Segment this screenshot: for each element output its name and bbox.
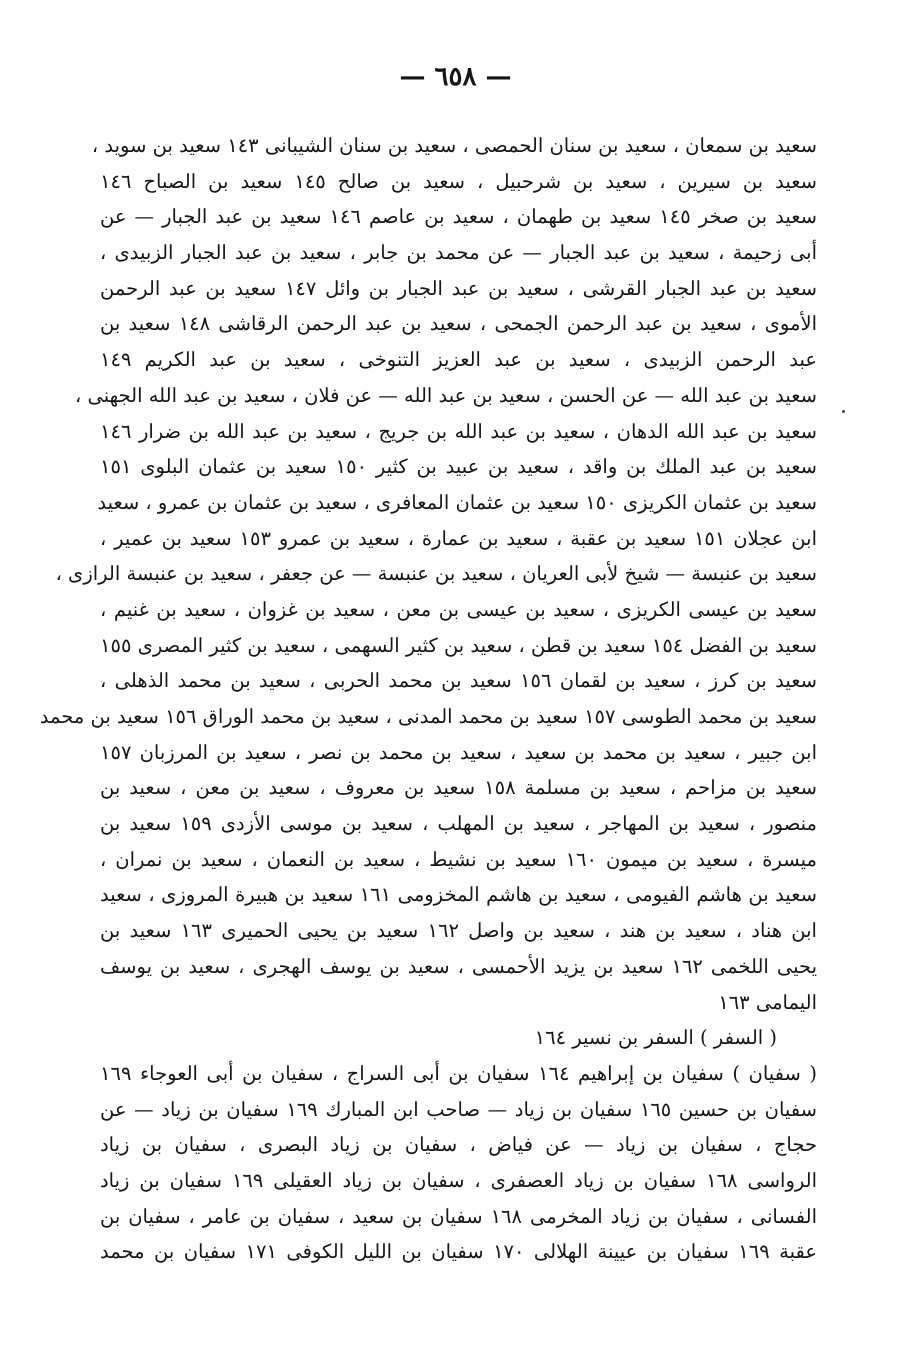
text-line: سعيد بن عثمان الكريزى ١٥٠ سعيد بن عثمان المعافرى ، سعيد بن عثمان بن عمرو ، سعيد — [97, 490, 817, 514]
page-number: — ٦٥٨ — — [399, 62, 512, 92]
text-line: سعيد بن صخر ١٤٥ سعيد بن طهمان ، سعيد بن عاصم ١٤٦ سعيد بن عبد الجبار — عن — [100, 205, 817, 229]
text-line: سعيد بن سيرين ، سعيد بن شرحبيل ، سعيد بن صالح ١٤٥ سعيد بن الصباح ١٤٦ — [100, 169, 817, 193]
text-line: عبد الرحمن الزبيدى ، سعيد بن عبد العزيز التنوخى ، سعيد بن عبد الكريم ١٤٩ — [100, 348, 817, 372]
text-line: ابن جبير ، سعيد بن محمد بن سعيد ، سعيد بن محمد بن نصر ، سعيد بن المرزبان ١٥٧ — [100, 740, 817, 764]
text-line: سعيد بن كرز ، سعيد بن لقمان ١٥٦ سعيد بن محمد الحربى ، سعيد بن محمد الذهلى ، — [100, 669, 817, 693]
text-line: يحيى اللخمى ١٦٢ سعيد بن يزيد الأحمسى ، سعيد بن يوسف الهجرى ، سعيد بن يوسف — [100, 954, 818, 978]
text-line: ابن هناد ، سعيد بن هند ، سعيد بن واصل ١٦٢ سعيد بن يحيى الحميرى ١٦٣ سعيد بن — [100, 919, 817, 943]
text-line: سعيد بن مزاحم ، سعيد بن مسلمة ١٥٨ سعيد بن معروف ، سعيد بن معن ، سعيد بن — [100, 776, 817, 800]
text-line: الرواسى ١٦٨ سفيان بن زياد العصفرى ، سفيان بن زياد العقيلى ١٦٩ سفيان بن زياد — [100, 1168, 818, 1192]
text-line: سعيد بن عبد الله الدهان ، سعيد بن عبد الله بن جريج ، سعيد بن عبد الله بن ضرار ١٤٦ — [100, 419, 817, 443]
text-line: سعيد بن عبد الجبار القرشى ، سعيد بن عبد الجبار بن وائل ١٤٧ سعيد بن عبد الرحمن — [100, 276, 817, 300]
section-heading-line: ( سفيان ) سفيان بن إبراهيم ١٦٤ سفيان بن أبى السراج ، سفيان بن أبى العوجاء ١٦٩ — [100, 1061, 817, 1085]
text-line: سعيد بن محمد الطوسى ١٥٧ سعيد بن محمد المدنى ، سعيد بن محمد الوراق ١٥٦ سعيد بن محمد — [39, 705, 817, 728]
text-line: ابن عجلان ١٥١ سعيد بن عقبة ، سعيد بن عمارة ، سعيد بن عمرو ١٥٣ سعيد بن عمير ، — [100, 526, 817, 550]
text-line: عقبة ١٦٩ سفيان بن عيينة الهلالى ١٧٠ سفيان بن الليل الكوفى ١٧١ سفيان بن محمد — [100, 1240, 817, 1264]
text-line: سعيد بن هاشم الفيومى ، سعيد بن هاشم المخزومى ١٦١ سعيد بن هبيرة المروزى ، سعيد — [100, 883, 817, 907]
text-line: الأموى ، سعيد بن عبد الرحمن الجمحى ، سعيد بن عبد الرحمن الرقاشى ١٤٨ سعيد بن — [100, 312, 817, 336]
index-text-block — [39, 128, 818, 1270]
text-line: ميسرة ، سعيد بن ميمون ١٦٠ سعيد بن نشيط ، سعيد بن النعمان ، سعيد بن نمران ، — [100, 847, 817, 871]
text-line: أبى زحيمة ، سعيد بن عبد الجبار — عن محمد بن جابر ، سعيد بن عبد الجبار الزبيدى ، — [100, 241, 817, 265]
text-line: سعيد بن سمعان ، سعيد بن سنان الحمصى ، سعيد بن سنان الشيبانى ١٤٣ سعيد بن سويد ، — [91, 134, 817, 157]
text-line: منصور ، سعيد بن المهاجر ، سعيد بن المهلب ، سعيد بن موسى الأزدى ١٥٩ سعيد بن — [100, 812, 817, 836]
margin-speck — [842, 410, 845, 413]
text-line: الفسانى ، سفيان بن زياد المخرمى ١٦٨ سفيان بن سعيد ، سفيان بن عامر ، سفيان بن — [100, 1204, 817, 1228]
text-line: حجاج ، سفيان بن زياد — عن فياض ، سفيان بن زياد البصرى ، سفيان بن زياد — [100, 1133, 817, 1157]
text-line: سفيان بن حسين ١٦٥ سفيان بن زياد — صاحب ابن المبارك ١٦٩ سفيان بن زياد — عن — [100, 1097, 818, 1121]
text-line: سعيد بن عبد الملك بن واقد ، سعيد بن عبيد بن كثير ١٥٠ سعيد بن عثمان البلوى ١٥١ — [100, 455, 817, 479]
text-line: سعيد بن الفضل ١٥٤ سعيد بن قطن ، سعيد بن كثير السهمى ، سعيد بن كثير المصرى ١٥٥ — [100, 633, 817, 657]
section-heading-line: ( السفر ) السفر بن نسير ١٦٤ — [534, 1026, 777, 1050]
text-line: سعيد بن عبد الله — عن الحسن ، سعيد بن عبد الله — عن فلان ، سعيد بن عبد الله الجهنى ، — [74, 383, 817, 407]
text-line: سعيد بن عنبسة — شيخ لأبى العريان ، سعيد بن عنبسة — عن جعفر ، سعيد بن عنبسة الرازى ، — [55, 562, 817, 586]
text-line: اليمامى ١٦٣ — [718, 990, 817, 1014]
text-line: سعيد بن عيسى الكريزى ، سعيد بن عيسى بن معن ، سعيد بن غزوان ، سعيد بن غنيم ، — [100, 597, 817, 621]
